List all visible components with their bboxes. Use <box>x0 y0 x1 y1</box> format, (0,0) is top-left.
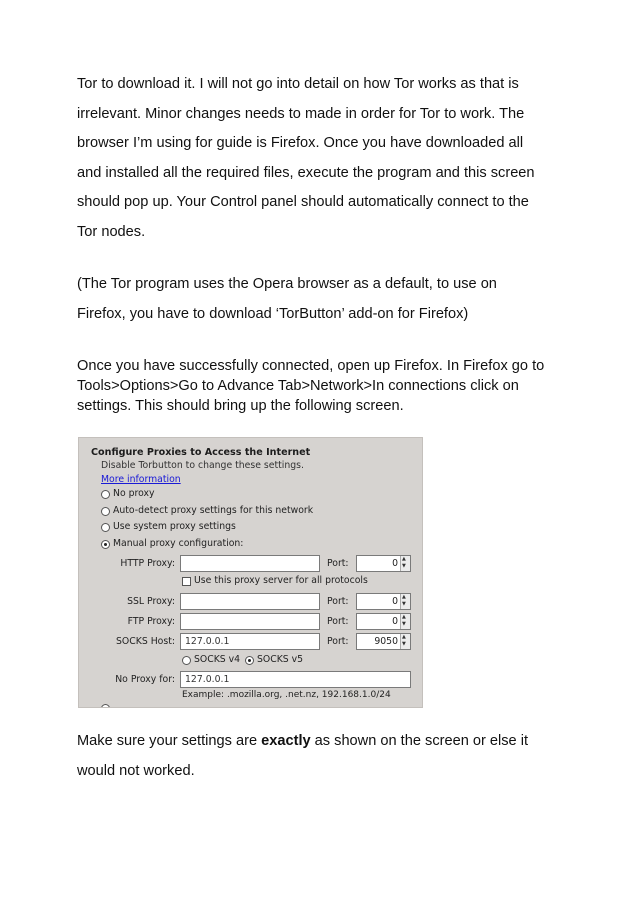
ftp-port-spinner[interactable] <box>356 613 411 630</box>
text-line: browser I’m using for guide is Firefox. Once you have downloaded all <box>77 135 524 151</box>
radio-selected-icon[interactable] <box>245 656 254 665</box>
ftp-proxy-label: FTP Proxy: <box>127 616 175 627</box>
text-line: Tor to download it. I will not go into detail on how Tor works as that is <box>77 76 519 92</box>
spinner-arrows-icon[interactable]: ▲ ▼ <box>400 556 410 571</box>
http-port-label: Port: <box>327 558 349 569</box>
no-proxy-label: No Proxy for: <box>115 674 175 685</box>
spinner-arrows-icon[interactable]: ▲ ▼ <box>400 594 410 609</box>
text-line: Tor nodes. <box>77 223 146 240</box>
text-line: irrelevant. Minor changes needs to made in order for Tor to work. The <box>77 105 525 122</box>
text-span: Make sure your settings are <box>77 733 262 749</box>
radio-icon[interactable] <box>101 507 110 516</box>
text-span: as shown on the screen or else it <box>310 733 529 749</box>
no-proxy-input[interactable]: 127.0.0.1 <box>180 671 411 688</box>
no-proxy-example: Example: .mozilla.org, .net.nz, 192.168.1.0/24 <box>182 690 391 700</box>
text-line: Firefox, you have to download ‘TorButton’ add-on for Firefox) <box>77 305 469 322</box>
port-value: 0 <box>392 616 398 627</box>
port-value: 0 <box>392 558 398 569</box>
socks-port-spinner[interactable] <box>356 633 411 650</box>
more-information-link[interactable]: More information <box>101 474 181 485</box>
text-line <box>77 727 577 757</box>
socks-v4-label[interactable]: SOCKS v4 <box>194 654 241 665</box>
port-value: 0 <box>392 596 398 607</box>
radio-icon[interactable] <box>182 656 191 665</box>
use-for-all-protocols-label[interactable]: Use this proxy server for all protocols <box>194 575 368 586</box>
text-line: would not worked. <box>77 762 195 779</box>
http-proxy-input[interactable] <box>180 555 320 572</box>
socks-host-input[interactable]: 127.0.0.1 <box>180 633 320 650</box>
option-label: Manual proxy configuration: <box>113 538 244 549</box>
text-line: (The Tor program uses the Opera browser as a default, to use on <box>77 276 497 292</box>
dialog-subtitle: Disable Torbutton to change these settings. <box>101 460 304 471</box>
proxy-settings-dialog <box>78 437 423 708</box>
ftp-port-label: Port: <box>327 616 349 627</box>
radio-icon[interactable] <box>101 704 110 708</box>
http-proxy-label: HTTP Proxy: <box>120 558 175 569</box>
ssl-port-spinner[interactable] <box>356 593 411 610</box>
text-line: settings. This should bring up the following screen. <box>77 398 404 414</box>
option-label: Use system proxy settings <box>113 521 236 532</box>
emphasis-text: exactly <box>261 733 311 749</box>
radio-selected-icon[interactable] <box>101 540 110 549</box>
ssl-port-label: Port: <box>327 596 349 607</box>
port-value: 9050 <box>374 636 398 647</box>
spinner-arrows-icon[interactable]: ▲ ▼ <box>400 634 410 649</box>
text-line: and installed all the required files, execute the program and this screen <box>77 164 535 181</box>
socks-v5-label[interactable]: SOCKS v5 <box>257 654 304 665</box>
option-label: No proxy <box>113 488 155 499</box>
ssl-proxy-input[interactable] <box>180 593 320 610</box>
ssl-proxy-label: SSL Proxy: <box>127 596 175 607</box>
http-port-spinner[interactable] <box>356 555 411 572</box>
dialog-title: Configure Proxies to Access the Internet <box>91 447 311 458</box>
option-label: Auto-detect proxy settings for this network <box>113 505 314 516</box>
spinner-arrows-icon[interactable]: ▲ ▼ <box>400 614 410 629</box>
text-line: Once you have successfully connected, open up Firefox. In Firefox go to <box>77 358 545 374</box>
ftp-proxy-input[interactable] <box>180 613 320 630</box>
text-line: Tools>Options>Go to Advance Tab>Network>In connections click on <box>77 378 519 394</box>
radio-icon[interactable] <box>101 490 110 499</box>
socks-host-label: SOCKS Host: <box>116 636 175 647</box>
text-line: should pop up. Your Control panel should automatically connect to the <box>77 194 529 210</box>
radio-icon[interactable] <box>101 523 110 532</box>
checkbox-icon[interactable] <box>182 577 191 586</box>
socks-port-label: Port: <box>327 636 349 647</box>
